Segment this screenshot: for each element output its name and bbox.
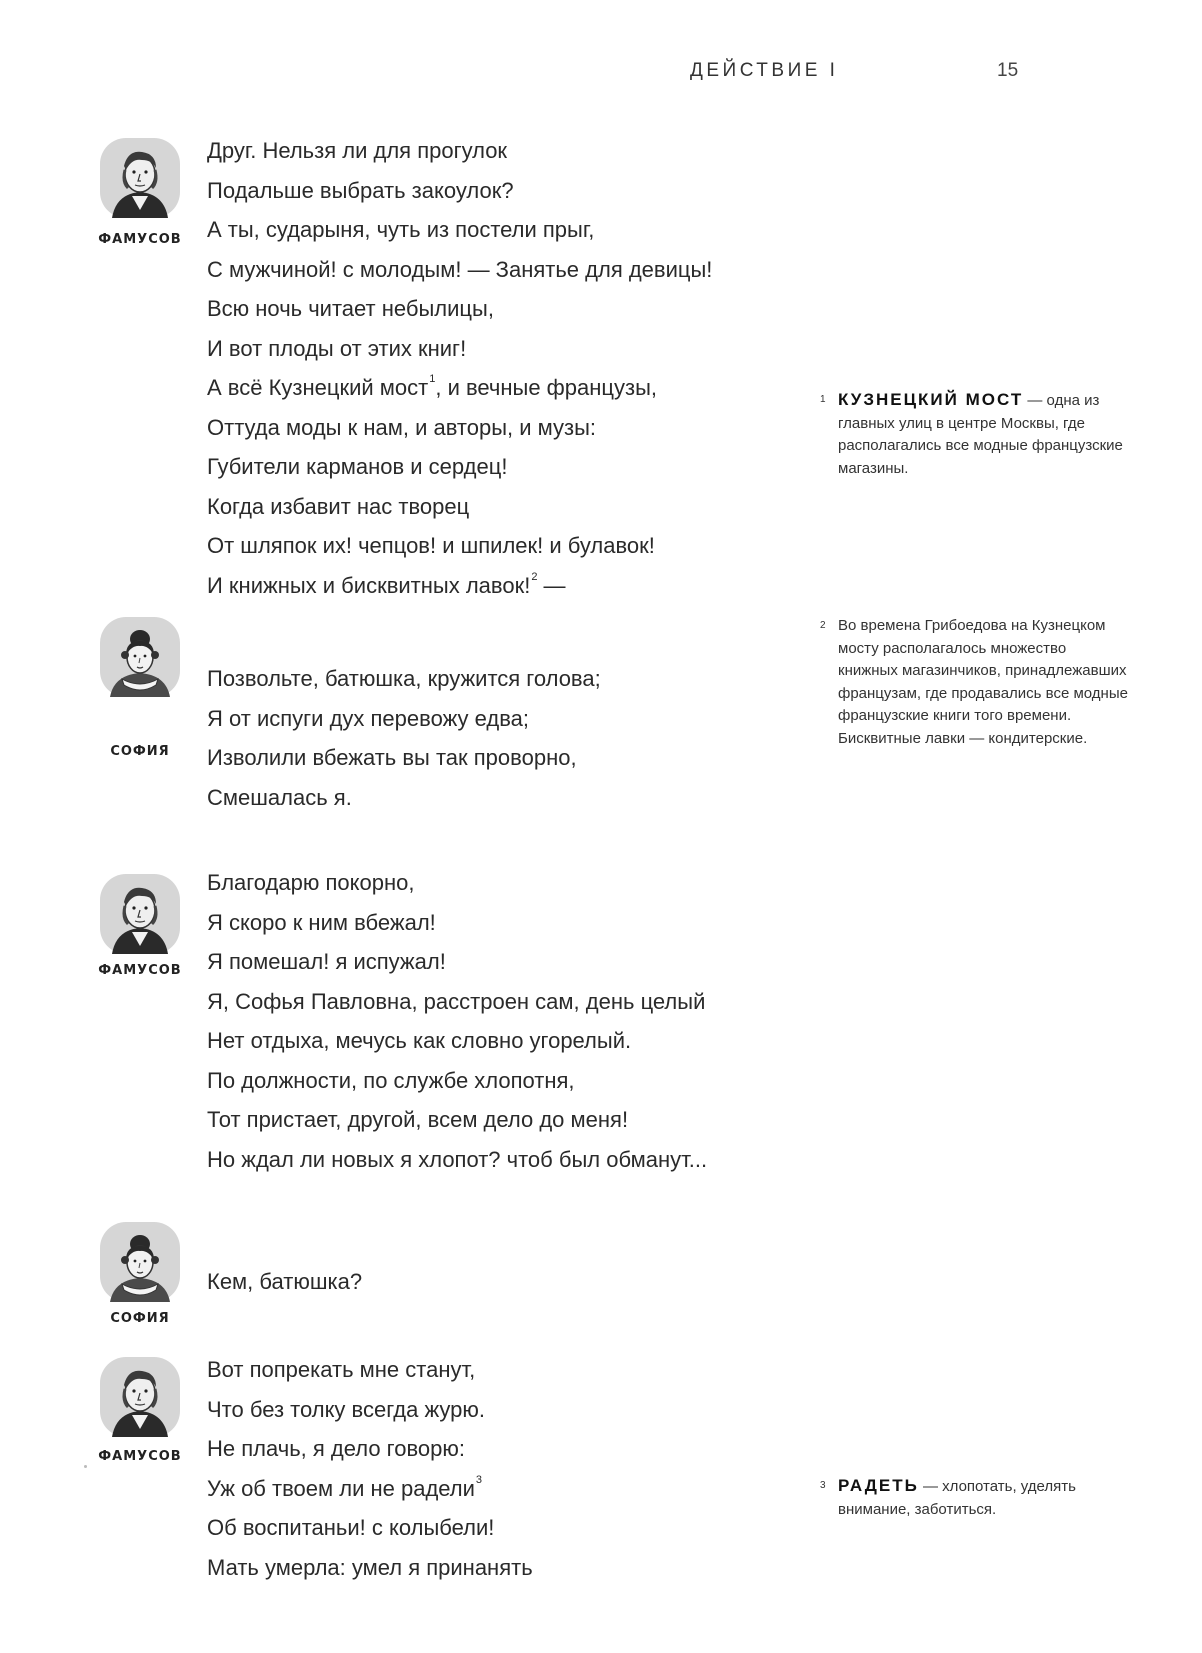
speech-famusov-1 <box>207 131 712 605</box>
verse-line: Я, Софья Павловна, расстроен сам, день целый <box>207 988 706 1014</box>
verse-line: Об воспитаньи! с колыбели! <box>207 1515 495 1540</box>
verse-line: Когда избавит нас творец <box>207 493 470 519</box>
verse-line <box>207 566 712 606</box>
speech-famusov-3 <box>207 1350 533 1587</box>
verse-line <box>207 368 712 408</box>
sofia-portrait <box>98 615 182 699</box>
print-speck <box>84 1465 87 1468</box>
running-header <box>690 60 1019 90</box>
verse-line: Но ждал ли новых я хлопот? чтоб был обманут... <box>207 1146 708 1172</box>
verse-line: От шляпок их! чепцов! и шпилек! и булавок! <box>207 533 655 558</box>
footnote-term: РАДЕТЬ <box>838 1476 919 1495</box>
footnote-3 <box>820 1475 1128 1521</box>
verse-line: Вот попрекать мне станут, <box>207 1357 476 1382</box>
verse-line: С мужчиной! с молодым! — Занятье для девицы! <box>207 256 713 282</box>
verse-line: Я от испуги дух перевожу едва; <box>207 705 530 731</box>
verse-line: По должности, по службе хлопотня, <box>207 1067 575 1093</box>
verse-line: Нет отдыха, мечусь как словно угорелый. <box>207 1028 632 1053</box>
footnote-ref-3[interactable]: 3 <box>475 1473 483 1486</box>
footnote-2 <box>820 615 1128 750</box>
speaker-label-sofia: СОФИЯ <box>110 744 170 759</box>
verse-line: Мать умерла: умел я принанять <box>207 1554 533 1580</box>
verse-line: А ты, сударыня, чуть из постели прыг, <box>207 217 595 242</box>
footnote-text: — одна из главных улиц в центре Москвы, где располагались все модные французские магазины. <box>838 392 1123 477</box>
famusov-portrait <box>98 872 182 956</box>
speech-famusov-2 <box>207 863 707 1179</box>
verse-line: Подальше выбрать закоулок? <box>207 177 514 203</box>
verse-line: Что без толку всегда журю. <box>207 1396 486 1422</box>
verse-line: Благодарю покорно, <box>207 870 415 895</box>
act-title: ДЕЙСТВИЕ I <box>690 60 839 81</box>
speech-sofia-1 <box>207 659 601 817</box>
footnote-text: Во времена Грибоедова на Кузнецком мосту располагалось множество книжных магазинчиков, принадлежавших французам, где продавались все модные французские книги того времени. Бисквитные лавки — кондитерские. <box>838 617 1128 747</box>
footnote-number: 2 <box>820 620 826 631</box>
footnote-number: 1 <box>820 394 826 405</box>
famusov-portrait <box>98 1355 182 1439</box>
verse-line: И вот плоды от этих книг! <box>207 335 467 361</box>
footnote-text: — хлопотать, уделять внимание, заботиться. <box>838 1478 1076 1518</box>
footnote-number: 3 <box>820 1480 826 1491</box>
speaker-label-sofia: СОФИЯ <box>110 1311 170 1326</box>
verse-line: Не плачь, я дело говорю: <box>207 1436 465 1461</box>
sofia-portrait <box>98 1220 182 1304</box>
verse-line <box>207 1469 533 1509</box>
verse-line: Изволили вбежать вы так проворно, <box>207 745 577 770</box>
footnote-ref-1[interactable]: 1 <box>429 373 436 385</box>
verse-line: Губители карманов и сердец! <box>207 454 508 479</box>
footnote-ref-2[interactable]: 2 <box>531 570 538 583</box>
verse-text: И книжных и бисквитных лавок! <box>207 572 531 598</box>
footnote-term: КУЗНЕЦКИЙ МОСТ <box>838 390 1024 409</box>
verse-line: Друг. Нельзя ли для прогулок <box>207 138 508 163</box>
speaker-label-famusov: ФАМУСОВ <box>98 1449 182 1464</box>
verse-line: Тот пристает, другой, всем дело до меня! <box>207 1107 629 1132</box>
speech-sofia-2 <box>207 1262 362 1302</box>
verse-text: А всё Кузнецкий мост <box>207 375 429 400</box>
verse-text: Уж об твоем ли не радели <box>207 1475 475 1501</box>
famusov-portrait <box>98 136 182 220</box>
speaker-label-famusov: ФАМУСОВ <box>98 963 182 978</box>
verse-line: Я скоро к ним вбежал! <box>207 909 436 935</box>
page-number: 15 <box>997 60 1019 81</box>
verse-line: Всю ночь читает небылицы, <box>207 296 494 321</box>
speaker-label-famusov: ФАМУСОВ <box>98 232 182 247</box>
verse-line: Позвольте, батюшка, кружится голова; <box>207 666 601 691</box>
verse-text: — <box>537 572 566 598</box>
verse-line: Смешалась я. <box>207 784 352 810</box>
verse-line: Я помешал! я испужал! <box>207 949 446 974</box>
verse-text: , и вечные французы, <box>435 375 658 400</box>
verse-line: Оттуда моды к нам, и авторы, и музы: <box>207 414 597 440</box>
verse-line: Кем, батюшка? <box>207 1269 363 1294</box>
footnote-1 <box>820 389 1128 480</box>
